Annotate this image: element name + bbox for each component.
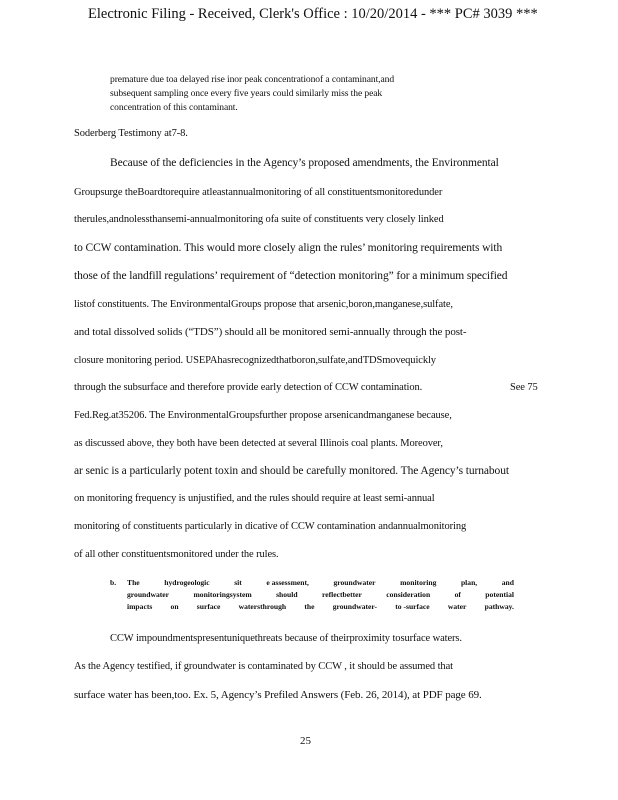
para1-line-2: Groupsurge theBoardtorequire atleastannualmonitoring of all constituentsmonitoredunder <box>74 187 443 198</box>
heading-word: pathway. <box>484 602 514 611</box>
heading-word: monitoring <box>400 578 437 587</box>
heading-word: The <box>127 578 140 587</box>
heading-word: to -surface <box>395 602 430 611</box>
heading-word: monitoringsystem <box>193 590 252 599</box>
para1-line-1: Because of the deficiencies in the Agency’s proposed amendments, the Environmental <box>110 157 499 169</box>
para2-line-3: surface water has been,too. Ex. 5, Agency’s Prefiled Answers (Feb. 26, 2014), at PDF page 69. <box>74 689 482 701</box>
para1-line-13: on monitoring frequency is unjustified, and the rules should require at least semi-annual <box>74 493 435 504</box>
para1-line-3: therules,andnolessthansemi-annualmonitoring ofa suite of constituents very closely linked <box>74 214 444 225</box>
para1-line-11: as discussed above, they both have been detected at several Illinois coal plants. Moreover, <box>74 438 443 449</box>
para1-line-4: to CCW contamination. This would more closely align the rules’ monitoring requirements with <box>74 242 503 254</box>
heading-word: hydrogeologic <box>164 578 210 587</box>
para1-line-14: monitoring of constituents particularly in dicative of CCW contamination andannualmonitoring <box>74 521 467 532</box>
heading-word: potential <box>485 590 514 599</box>
heading-word: groundwater <box>333 578 376 587</box>
heading-word: consideration <box>386 590 431 599</box>
heading-word: on <box>170 602 179 611</box>
heading-word: water <box>447 602 467 611</box>
para1-line-5: those of the landfill regulations’ requirement of “detection monitoring” for a minimum specified <box>74 270 508 282</box>
heading-word: e assessment, <box>266 578 309 587</box>
heading-word: the <box>304 602 315 611</box>
para1-line-10: Fed.Reg.at35206. The EnvironmentalGroupsfurther propose arsenicandmanganese because, <box>74 410 452 421</box>
section-heading-label: b. <box>110 578 117 587</box>
para1-line-12: ar senic is a particularly potent toxin and should be carefully monitored. The Agency’s turnabout <box>74 465 509 477</box>
page-number: 25 <box>300 735 311 747</box>
quote-line-2: subsequent sampling once every five years could similarly miss the peak <box>110 88 383 99</box>
heading-word: should <box>276 590 298 599</box>
citation: Soderberg Testimony at7-8. <box>74 128 188 139</box>
heading-word: sit <box>234 578 242 587</box>
filing-header: Electronic Filing - Received, Clerk's Office : 10/20/2014 - *** PC# 3039 *** <box>88 6 538 22</box>
heading-word: groundwater- <box>332 602 378 611</box>
see-reference: See 75 <box>510 382 538 393</box>
para1-line-6: listof constituents. The EnvironmentalGroups propose that arsenic,boron,manganese,sulfate, <box>74 299 453 310</box>
section-heading-row-1 <box>127 578 514 587</box>
heading-word: groundwater <box>127 590 170 599</box>
para2-line-1: CCW impoundmentspresentuniquethreats because of theirproximity tosurface waters. <box>110 633 462 644</box>
heading-word: watersthrough <box>238 602 287 611</box>
section-heading-row-2 <box>127 590 514 599</box>
para1-line-7: and total dissolved solids (“TDS”) should all be monitored semi-annually through the post- <box>74 326 467 338</box>
heading-word: plan, <box>460 578 478 587</box>
heading-word: surface <box>196 602 221 611</box>
para1-line-15: of all other constituentsmonitored under the rules. <box>74 549 279 560</box>
para1-line-8: closure monitoring period. USEPAhasrecognizedthatboron,sulfate,andTDSmovequickly <box>74 355 436 366</box>
para2-line-2: As the Agency testified, if groundwater is contaminated by CCW , it should be assumed that <box>74 661 453 672</box>
heading-word: reflectbetter <box>322 590 362 599</box>
heading-word: impacts <box>127 602 153 611</box>
heading-word: and <box>501 578 514 587</box>
quote-line-1: premature due toa delayed rise inor peak concentrationof a contaminant,and <box>110 74 395 85</box>
section-heading-row-3 <box>127 602 514 611</box>
para1-line-9: through the subsurface and therefore provide early detection of CCW contamination. <box>74 382 423 393</box>
quote-line-3: concentration of this contaminant. <box>110 102 238 113</box>
heading-word: of <box>454 590 461 599</box>
